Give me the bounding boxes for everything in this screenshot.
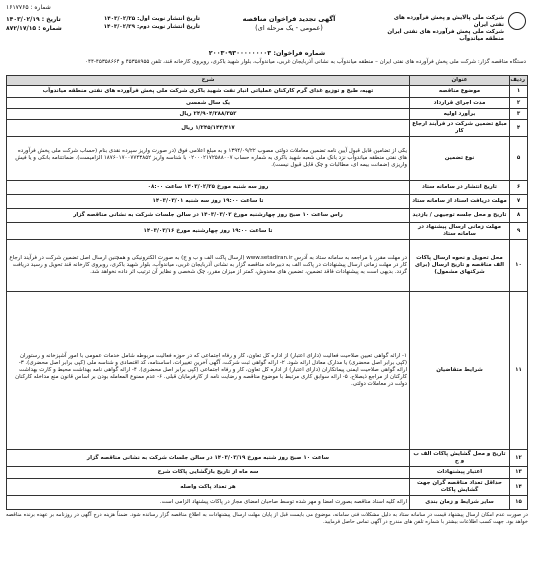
row-subject: شرایط متقاضیان [410,292,510,450]
row-number: ۱۴ [510,479,528,496]
row-number: ۵ [510,137,528,181]
table-row [7,292,528,450]
row-number: ۱۵ [510,496,528,510]
row-subject: حداقل تعداد مناقصه گران جهت گشایش پاکات [410,479,510,496]
row-subject: اعتبار پیشنهادات [410,467,510,479]
row-subject: محل تحویل و نحوه ارسال پاکات الف مناقصه و تاریخ ارسال (برای شرکتهای مشمول) [410,240,510,292]
company-block [378,15,528,43]
call-number: شماره فراخوان: ۲۰۰۳۰۹۳۰۰۰۰۰۰۰۰۳ [208,49,326,57]
letter-meta [6,15,91,33]
row-description: ۱/۲۴۵/۱۴۴/۴۱۷ ریال [7,120,410,137]
row-subject: سایر شرایط و زمان بندی [410,496,510,510]
table-row [7,120,528,137]
row-description: ۱- ارائه گواهی تعیین صلاحیت فعالیت (دارای اعتبار) از اداره کل تعاون، کار و رفاه اجتماعی که در حوزه فعالیت مربوطه شامل خدمات عمومی با امور آشپزخانه و رستوران (کپی برابر اصل محضری) یا مدارک معادل ارائه شود. ۲- ارائه گواهی ثبت شرکت، آگهی آخرین تغییرات، اساسنامه، کد اقتصادی و شناسه ملی (کپی برابر اصل محضری). ۳- ارائه گواهی صلاحیت ایمنی پیمانکاران (دارای اعتبار) از اداره کل تعاون، کار و رفاه اجتماعی (کپی برابر اصل محضری). ۴- ارائه گواهی نامه بهداشت محیط و کارت بهداشت کارکنان از مراجع ذیصلاح. ۵- ارائه سوابق کاری مرتبط با موضوع مناقصه و رضایت نامه از کارفرمایان قبلی. ۶- عدم ممنوع المعامله بودن بر اساس قانون منع مداخله کارکنان دولت در معاملات دولتی. [7,292,410,450]
row-number: ۱۲ [510,450,528,467]
title-main: آگهی تجدید فراخوان مناقصه [242,15,336,23]
row-subject: تاریخ و محل جلسه توجیهی / بازدید [410,209,510,223]
tender-table [6,75,528,510]
row-subject: تاریخ انتشار در سامانه ستاد [410,181,510,195]
row-subject: مدت اجرای قرارداد [410,98,510,109]
row-description: تا ساعت ۱۹:۰۰ روز چهارشنبه مورخ ۱۴۰۳/۰۳/۱۶ [7,223,410,240]
publish-dates [95,15,200,31]
row-description: یک سال شمسی [7,98,410,109]
row-subject: برآورد اولیه [410,109,510,120]
table-row [7,209,528,223]
table-row [7,195,528,209]
row-description: سه ماه از تاریخ بازگشایی پاکات شرح [7,467,410,479]
row-number: ۴ [510,120,528,137]
notice-title [204,15,374,32]
notice-header [6,15,528,47]
row-number: ۱ [510,86,528,98]
row-number: ۹ [510,223,528,240]
row-subject: موضوع مناقصه [410,86,510,98]
table-row [7,181,528,195]
top-line [6,4,528,14]
table-row [7,86,528,98]
table-row [7,479,528,496]
row-number: ۷ [510,195,528,209]
table-row [7,496,528,510]
table-header-row [7,76,528,86]
publish-date-2: تاریخ انتشار نوبت دوم: ۱۴۰۳/۰۲/۲۹ [103,24,200,30]
table-row [7,137,528,181]
row-number: ۱۰ [510,240,528,292]
table-row [7,450,528,467]
row-number: ۳ [510,109,528,120]
row-description: در مهلت مقرر با مراجعه به سامانه ستاد به آدرس www.setadiran.ir (ارسال پاکت الف و ب و ج) به صورت الکترونیکی و همچنین ارسال اصل تضمین شرکت در فرآیند ارجاع کار در مهلت زمانی ارسال پیشنهادات در پاکت الف به دبیرخانه مناقصه گزار به نشانی آذربایجان غربی، میاندوآب، بلوار شهید باکری، روبروی کارخانه قند تحویل و رسید دریافت گردد. بدیهی است به پیشنهادات فاقد تضمین، تضمین های مخدوش، کمتر از میزان مقرر، چک شخصی و نظایر آن ترتیب اثر داده نخواهد شد. [7,240,410,292]
row-description: راس ساعت ۱۰ صبح روز چهارشنبه مورخ ۱۴۰۳/۰۳/۰۲ در سالن جلسات شرکت به نشانی مناقصه گزار [7,209,410,223]
row-description: هر تعداد پاکت واصله [7,479,410,496]
letter-date: تاریخ : ۱۴۰۳/۰۲/۱۹ [6,16,61,23]
row-number: ۱۳ [510,467,528,479]
row-description: یکی از تضامین قابل قبول آیین نامه تضمین معاملات دولتی مصوب ۱۳۹۴/۰۹/۲۲ و به مبلغ اعلامی فوق (در صورت واریز سپرده نقدی بنام (حساب شرکت ملی پخش فرآورده های نفتی منطقه میاندوآب نزد بانک ملی شعبه شهید باکری به شماره حساب ۰۲۰۰۰۲۱۷۲۵۸۸۰۰۷ با شناسه واریز ۱۸۷۶۰۱۷۰۰۷۷۴۳۸۵۲ الزامیست). ضمانتنامه بانکی و یا فیش واریزی (ضمانت بیمه ای، مطالبات و چک قابل قبول نیست). [7,137,410,181]
publish-date-1: تاریخ انتشار نوبت اول: ۱۴۰۳/۰۲/۲۵ [103,16,200,22]
row-number: ۸ [510,209,528,223]
row-subject: تاریخ و محل گشایش پاکات الف ب و ج [410,450,510,467]
row-description: ۲۴/۹۰۴/۲۸۸/۳۵۲ ریال [7,109,410,120]
company-line-3: منطقه میاندوآب [459,36,504,42]
row-subject: نوع تضمین [410,137,510,181]
notice-number: ۱۶۱۷۷۶۵ : شماره [6,4,51,11]
table-row [7,109,528,120]
row-number: ۲ [510,98,528,109]
table-row [7,98,528,109]
row-subject: مبلغ تضمین شرکت در فرآیند ارجاع کار [410,120,510,137]
header-row-number: ردیف [510,76,528,86]
table-row [7,240,528,292]
footer-note: در صورت عدم امکان ارسال پیشنهاد قیمت در سامانه ستاد به دلیل مشکلات فنی سامانه، موضوع می بایست قبل از پایان مهلت ارسال پیشنهادات به اطلاع مناقصه گزار رسانده شود. ضمناً هزینه درج آگهی در روزنامه بر عهده برنده مناقصه خواهد بود. جهت کسب اطلاعات بیشتر با شماره تلفن های مندرج در آگهی تماس حاصل فرمایید. [6,512,528,525]
row-description: ارائه کلیه اسناد مناقصه بصورت امضا و مهر شده توسط صاحبان امضای مجاز در پاکات پیشنهاد الزامی است. [7,496,410,510]
row-description: روز سه شنبه مورخ ۱۴۰۳/۰۲/۲۵ ساعت ۰۸:۰۰ [7,181,410,195]
row-description: تهیه، طبخ و توزیع غذای گرم کارکنان عملیاتی انبار نفت شهید باکری شرکت ملی پخش فرآورده های نفتی منطقه میاندوآب [7,86,410,98]
row-subject: مهلت دریافت اسناد از سامانه ستاد [410,195,510,209]
company-line-2: شرکت ملی پخش فرآورده های نفتی ایران [387,29,504,35]
company-logo-icon [508,12,526,30]
letter-number: شماره : ۸۷۲/۱۷/۱۵ [6,25,62,32]
company-line-1: شرکت ملی پالایش و پخش فرآورده های نفتی ایران [393,15,504,28]
row-description: تا ساعت ۱۹:۰۰ روز سه شنبه ۱۴۰۳/۰۳/۰۱ [7,195,410,209]
header-description: شرح [7,76,410,86]
header-subject: عنوان [410,76,510,86]
row-description: ساعت ۱۰ صبح روز شنبه مورخ ۱۴۰۳/۰۳/۱۹ در سالن جلسات شرکت به نشانی مناقصه گزار [7,450,410,467]
intro-paragraph: دستگاه مناقصه گزار: شرکت ملی پخش فرآورده های نفتی ایران – منطقه میاندوآب به نشانی آذربایجان غربی، میاندوآب، بلوار شهید باکری، روبروی کارخانه قند، تلفن ۴۵۳۵۸۹۵۵ و ۴۵۳۵۸۶۶۴-۰۴۴ [85,59,526,65]
title-sub: (عمومی - یک مرحله ای) [255,23,323,32]
row-number: ۶ [510,181,528,195]
table-row [7,223,528,240]
row-subject: مهلت زمانی ارسال پیشنهاد در سامانه ستاد [410,223,510,240]
table-row [7,467,528,479]
row-number: ۱۱ [510,292,528,450]
